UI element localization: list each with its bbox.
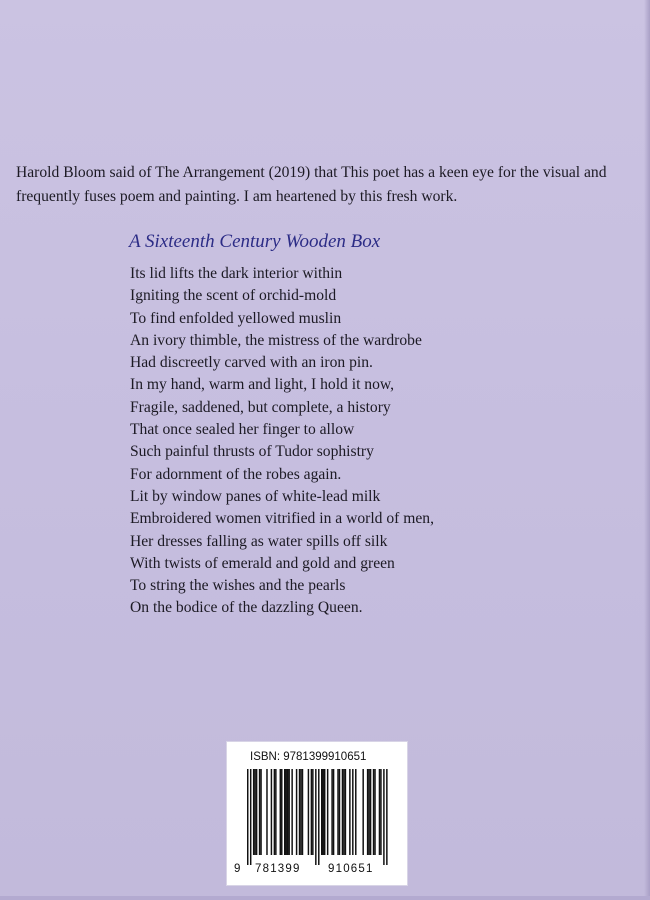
poem-line: Lit by window panes of white-lead milk — [130, 487, 381, 505]
barcode-bar — [368, 769, 369, 855]
barcode-bar — [299, 769, 300, 855]
poem-line: Her dresses falling as water spills off silk — [130, 532, 388, 550]
barcode-bar — [352, 769, 353, 855]
poem-line: In my hand, warm and light, I hold it now, — [130, 376, 395, 394]
barcode-bar — [274, 769, 275, 855]
barcode-bar — [337, 769, 338, 855]
barcode-bar — [284, 769, 285, 855]
barcode-guard-bar — [250, 769, 251, 865]
barcode-bar — [367, 769, 368, 855]
barcode-bar — [374, 769, 375, 855]
poem-line: To find enfolded yellowed muslin — [130, 309, 342, 327]
barcode-bar — [280, 769, 281, 855]
barcode-bar — [362, 769, 363, 855]
isbn-barcode — [226, 741, 408, 886]
poem-line: An ivory thimble, the mistress of the wardrobe — [130, 331, 422, 349]
barcode-digits-left: 781399 — [255, 863, 301, 875]
barcode-guard-bar — [247, 769, 248, 865]
barcode-bars — [237, 769, 397, 867]
barcode-bar — [321, 769, 322, 855]
poem-line: With twists of emerald and gold and green — [130, 554, 395, 572]
barcode-bar — [339, 769, 340, 855]
barcode-bar — [370, 769, 371, 855]
barcode-bar — [302, 769, 303, 855]
cover-bottom-edge — [0, 896, 650, 900]
barcode-bar — [296, 769, 297, 855]
barcode-bar — [322, 769, 323, 855]
barcode-bar — [288, 769, 289, 855]
poem-line: On the bodice of the dazzling Queen. — [130, 599, 363, 617]
barcode-bar — [254, 769, 255, 855]
barcode-guard-bar — [386, 769, 387, 865]
barcode-bar — [324, 769, 325, 855]
barcode-bar — [300, 769, 301, 855]
poem-line: To string the wishes and the pearls — [130, 577, 346, 595]
poem-line: Had discreetly carved with an iron pin. — [130, 354, 373, 372]
barcode-bar — [260, 769, 261, 855]
barcode-bar — [253, 769, 254, 855]
barcode-bar — [275, 769, 276, 855]
barcode-digit-lead: 9 — [234, 863, 241, 875]
barcode-bar — [287, 769, 288, 855]
barcode-guard-bar — [318, 769, 319, 865]
barcode-bar — [259, 769, 260, 855]
poem-line: Its lid lifts the dark interior within — [130, 265, 343, 282]
poem-title: A Sixteenth Century Wooden Box — [129, 231, 381, 252]
barcode-bar — [331, 769, 332, 855]
blurb-text: Harold Bloom said of The Arrangement (2019) that This poet has a keen eye for the visual and frequently fuses poem and painting. I am heartened by this fresh work. — [16, 164, 607, 205]
barcode-bar — [342, 769, 343, 855]
barcode-bar — [355, 769, 356, 855]
barcode-bar — [308, 769, 309, 855]
barcode-bar — [380, 769, 381, 855]
barcode-bar — [343, 769, 344, 855]
poem-body — [130, 263, 434, 620]
poem-line: Fragile, saddened, but complete, a history — [130, 398, 391, 416]
barcode-bar — [349, 769, 350, 855]
barcode-bar — [256, 769, 257, 855]
poem-line: Embroidered women vitrified in a world of men, — [130, 510, 434, 528]
barcode-bar — [281, 769, 282, 855]
barcode-bar — [291, 769, 292, 855]
barcode-bar — [266, 769, 267, 855]
barcode-guard-bar — [315, 769, 316, 865]
poem-line: Such painful thrusts of Tudor sophistry — [130, 443, 374, 461]
barcode-bar — [311, 769, 312, 855]
barcode-bar — [327, 769, 328, 855]
barcode-bar — [333, 769, 334, 855]
barcode-bar — [379, 769, 380, 855]
barcode-bar — [312, 769, 313, 855]
isbn-label: ISBN: 9781399910651 — [250, 751, 367, 763]
barcode-bar — [271, 769, 272, 855]
barcode-bar — [285, 769, 286, 855]
barcode-digits-right: 910651 — [328, 863, 374, 875]
poem-line: Igniting the scent of orchid-mold — [130, 287, 337, 305]
barcode-guard-bar — [383, 769, 384, 865]
barcode-bar — [345, 769, 346, 855]
barcode-bar — [373, 769, 374, 855]
cover-edge-shadow — [644, 0, 650, 900]
poem-line: That once sealed her finger to allow — [130, 421, 355, 439]
poem-line: For adornment of the robes again. — [130, 465, 342, 483]
